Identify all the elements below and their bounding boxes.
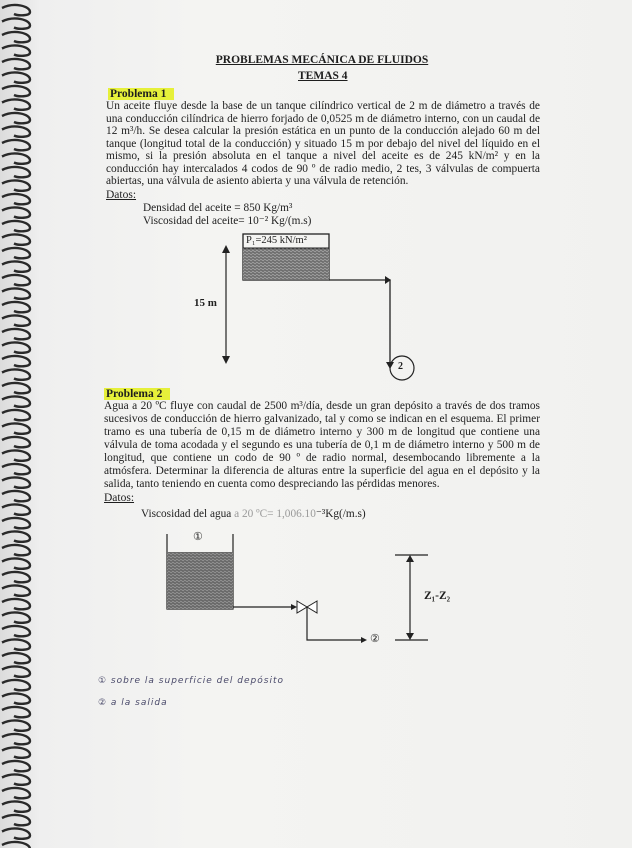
spiral-loop xyxy=(2,140,30,150)
point-2-label: ② xyxy=(370,632,380,645)
spiral-loop xyxy=(2,545,30,555)
spiral-loop xyxy=(2,613,30,623)
spiral-loop xyxy=(2,761,30,771)
height-diff-label: Z₁-Z₂ xyxy=(424,589,451,602)
spiral-loop xyxy=(2,113,30,123)
viscosity-label: Viscosidad del agua xyxy=(141,507,235,520)
spiral-loop xyxy=(2,181,30,191)
spiral-loop xyxy=(2,707,30,717)
spiral-loop xyxy=(2,694,30,704)
handwritten-note-1: ① sobre la superficie del depósito xyxy=(98,675,284,686)
spiral-loop xyxy=(2,397,30,407)
spiral-loop xyxy=(2,680,30,690)
page-subtitle: TEMAS 4 xyxy=(298,70,348,82)
spiral-loop xyxy=(2,734,30,744)
spiral-loop xyxy=(2,559,30,569)
spiral-loop xyxy=(2,748,30,758)
problem2-text: Agua a 20 ºC fluye con caudal de 2500 m³/día, desde un gran depósito a través de dos tramos sucesivos de conducción de hierro galvanizado, tal y como se indican en el esquema. El primer tramo es una tubería de 0,15 m de diámetro interno y 300 m de longitud que contiene una válvula de toma acodada y el segundo es una tubería de 0,1 m de diámetro interno y 500 m de longitud, que contiene un codo de 90 º de radio normal, desembocando libremente a la atmósfera. Determinar la diferencia de alturas entre la superficie del agua en el depósito y la salida, tanto teniendo en cuenta como despreciando las pérdidas menores. xyxy=(104,399,540,490)
spiral-loop xyxy=(2,653,30,663)
spiral-loop xyxy=(2,154,30,164)
spiral-loop xyxy=(2,235,30,245)
water xyxy=(167,552,233,609)
spiral-loop xyxy=(2,302,30,312)
spiral-loop xyxy=(2,599,30,609)
point-2-label: 2 xyxy=(398,360,403,372)
viscosity-unit: ⁻³Kg(/m.s) xyxy=(315,507,366,520)
problem2-heading: Problema 2 xyxy=(104,388,170,400)
page-title: PROBLEMAS MECÁNICA DE FLUIDOS xyxy=(215,54,429,66)
point-1-label: ① xyxy=(193,530,203,543)
spiral-loop xyxy=(2,127,30,137)
spiral-loop xyxy=(2,478,30,488)
spiral-loop xyxy=(2,424,30,434)
problem1-diagram-wrap xyxy=(194,230,430,384)
viscosity-value: a 20 ºC= 1,006.10 xyxy=(234,507,316,520)
spiral-loop xyxy=(2,32,30,42)
spiral-loop xyxy=(2,262,30,272)
problem1-diagram xyxy=(200,230,430,384)
spiral-loop xyxy=(2,19,30,29)
problem1-density: Densidad del aceite = 850 Kg/m³ xyxy=(143,201,293,214)
problem1-heading: Problema 1 xyxy=(108,88,174,100)
content-column xyxy=(98,86,540,714)
spiral-loop xyxy=(2,383,30,393)
problem2-datos-label: Datos: xyxy=(104,491,135,504)
spiral-loop xyxy=(2,815,30,825)
spiral-loop xyxy=(2,505,30,515)
spiral-loop xyxy=(2,221,30,231)
pipe xyxy=(329,280,390,366)
spiral-loop xyxy=(2,640,30,650)
spiral-loop xyxy=(2,275,30,285)
spiral-loop xyxy=(2,86,30,96)
spiral-loop xyxy=(2,491,30,501)
spiral-loop xyxy=(2,532,30,542)
spiral-loop xyxy=(2,289,30,299)
problem2-viscosity xyxy=(141,508,540,521)
spiral-loop xyxy=(2,167,30,177)
spiral-loop xyxy=(2,842,30,848)
problem1-viscosity: Viscosidad del aceite= 10⁻² Kg/(m.s) xyxy=(143,214,312,227)
spiral-loop xyxy=(2,73,30,83)
spiral-loop xyxy=(2,316,30,326)
spiral-loop xyxy=(2,802,30,812)
spiral-loop xyxy=(2,464,30,474)
spiral-loop xyxy=(2,829,30,839)
spiral-loop xyxy=(2,518,30,528)
spiral-loop xyxy=(2,343,30,353)
spiral-loop xyxy=(2,410,30,420)
pressure-label: P₁=245 kN/m² xyxy=(246,234,307,246)
spiral-loop xyxy=(2,775,30,785)
spiral-loop xyxy=(2,572,30,582)
spiral-loop xyxy=(2,451,30,461)
spiral-loop xyxy=(2,208,30,218)
height-label: 15 m xyxy=(194,296,217,309)
spiral-loop xyxy=(2,194,30,204)
spiral-binding xyxy=(0,0,36,848)
handwritten-note-2: ② a la salida xyxy=(98,697,168,708)
spiral-loop xyxy=(2,788,30,798)
spiral-loop xyxy=(2,356,30,366)
problem2-diagram xyxy=(160,527,440,652)
spiral-loop xyxy=(2,586,30,596)
problem1-datos-label: Datos: xyxy=(106,188,137,201)
liquid xyxy=(243,248,329,280)
problem1-text: Un aceite fluye desde la base de un tanque cilíndrico vertical de 2 m de diámetro a través de una conducción cilíndrica de hierro forjado de 0,0525 m de diámetro interno, con un caudal de 12 m³/h. Se desea calcular la presión estática en un punto de la conducción alejado 60 m del tanque (longitud total de la conducción) y situado 15 m por debajo del nivel del líquido en el mismo, si la presión absoluta en el tanque a nivel del aceite es de 245 kN/m² y en la conducción hay intercalados 4 codos de 90 º de radio medio, 2 tes, 3 válvulas de compuerta abiertas, una válvula de asiento abierta y una válvula de retención. xyxy=(106,100,540,187)
spiral-loop xyxy=(2,437,30,447)
spiral-loop xyxy=(2,721,30,731)
spiral-loop xyxy=(2,5,30,15)
spiral-loop xyxy=(2,626,30,636)
spiral-loop xyxy=(2,667,30,677)
spiral-loop xyxy=(2,370,30,380)
spiral-loop xyxy=(2,100,30,110)
spiral-loop xyxy=(2,329,30,339)
problem2-diagram-wrap xyxy=(160,527,460,652)
spiral-loop xyxy=(2,248,30,258)
